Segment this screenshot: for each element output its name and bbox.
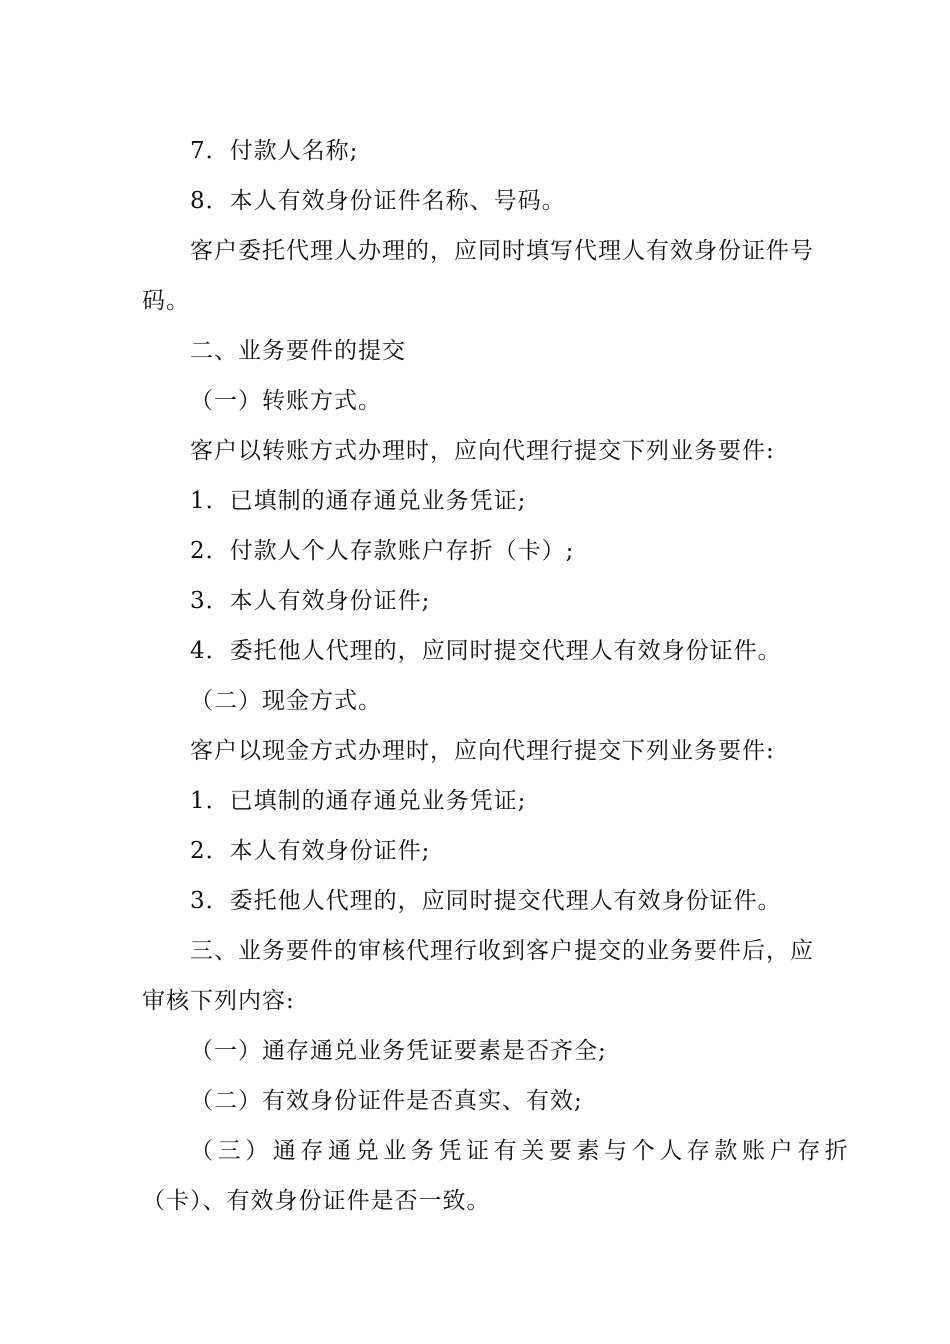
review-item-3-continued: （卡）、有效身份证件是否一致。 bbox=[142, 1188, 491, 1214]
paragraph-agent-note: 客户委托代理人办理的，应同时填写代理人有效身份证件号 bbox=[190, 238, 814, 264]
subsection-heading-transfer: （一）转账方式。 bbox=[190, 388, 382, 414]
review-item-3: （三）通存通兑业务凭证有关要素与个人存款账户存折 bbox=[190, 1138, 853, 1164]
section-heading-2: 二、业务要件的提交 bbox=[190, 338, 406, 364]
transfer-item-4: 4．委托他人代理的，应同时提交代理人有效身份证件。 bbox=[190, 638, 782, 664]
cash-item-2: 2．本人有效身份证件; bbox=[190, 838, 431, 864]
transfer-item-1: 1．已填制的通存通兑业务凭证; bbox=[190, 488, 527, 514]
cash-item-1: 1．已填制的通存通兑业务凭证; bbox=[190, 788, 527, 814]
paragraph-cash-intro: 客户以现金方式办理时，应向代理行提交下列业务要件: bbox=[190, 738, 775, 764]
transfer-item-3: 3．本人有效身份证件; bbox=[190, 588, 431, 614]
subsection-heading-cash: （二）现金方式。 bbox=[190, 688, 382, 714]
list-item-7: 7．付款人名称; bbox=[190, 138, 359, 164]
paragraph-agent-note-continued: 码。 bbox=[142, 288, 190, 314]
review-item-1: （一）通存通兑业务凭证要素是否齐全; bbox=[190, 1038, 607, 1064]
section-heading-3: 三、业务要件的审核代理行收到客户提交的业务要件后，应 bbox=[190, 938, 814, 964]
section-heading-3-continued: 审核下列内容: bbox=[142, 988, 295, 1014]
review-item-2: （二）有效身份证件是否真实、有效; bbox=[190, 1088, 583, 1114]
list-item-8: 8．本人有效身份证件名称、号码。 bbox=[190, 188, 566, 214]
transfer-item-2: 2．付款人个人存款账户存折（卡）; bbox=[190, 538, 575, 564]
cash-item-3: 3．委托他人代理的，应同时提交代理人有效身份证件。 bbox=[190, 888, 782, 914]
paragraph-transfer-intro: 客户以转账方式办理时，应向代理行提交下列业务要件: bbox=[190, 438, 775, 464]
